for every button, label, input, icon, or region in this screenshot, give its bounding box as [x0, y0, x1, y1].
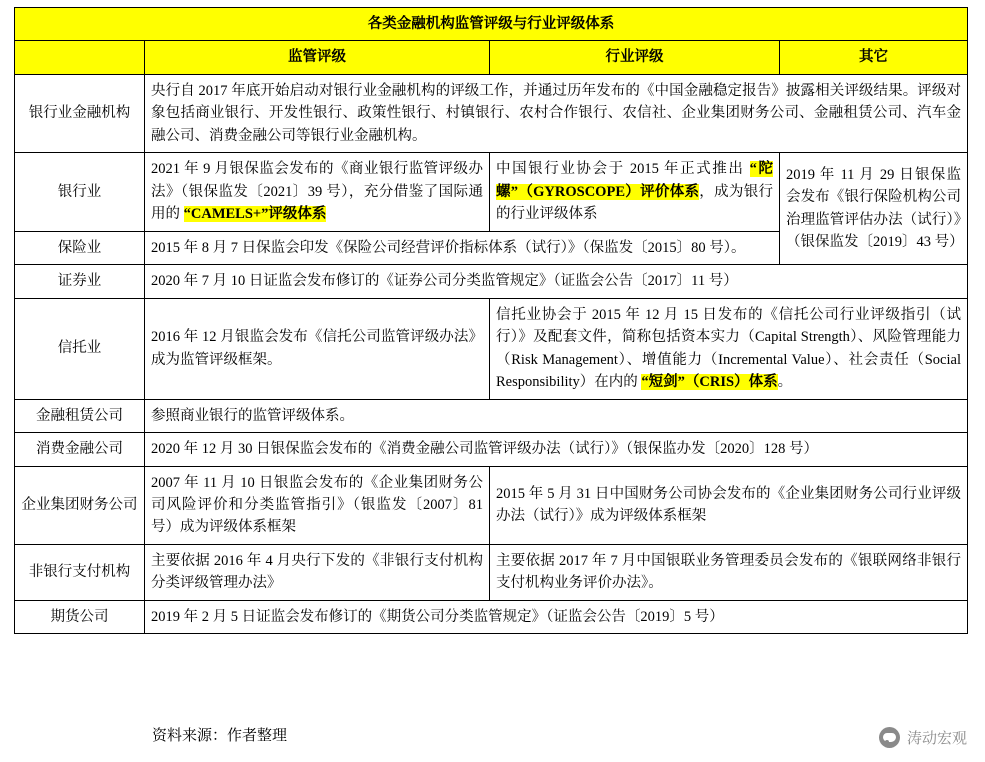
table-row	[15, 544, 968, 600]
cell-industry	[490, 153, 780, 231]
watermark	[879, 727, 967, 748]
text-segment: 2016 年 12 月银监会发布《信托公司监管评级办法》成为监管评级框架。	[151, 329, 483, 368]
cell-supervisory	[145, 466, 490, 544]
regulatory-rating-table	[14, 7, 968, 634]
table-row	[15, 298, 968, 399]
table-header-row	[15, 41, 968, 74]
text-segment: 2015 年 5 月 31 日中国财务公司协会发布的《企业集团财务公司行业评级办法（试行）》成为评级体系框架	[496, 485, 961, 525]
text-segment: 。	[777, 374, 793, 391]
table-row	[15, 74, 968, 152]
header-supervisory-rating: 监管评级	[145, 41, 490, 74]
row-label: 企业集团财务公司	[15, 466, 145, 544]
table-row	[15, 466, 968, 544]
source-note: 资料来源：作者整理	[152, 728, 288, 744]
table-title-row	[15, 8, 968, 41]
text-segment: 参照商业银行的监管评级体系。	[151, 407, 354, 424]
text-segment: ，成为银行的行业评级体系	[496, 183, 773, 223]
row-label: 银行业金融机构	[15, 74, 145, 152]
text-segment: 2021 年 9 月银保监会发布的《商业银行监管评级办法》（银保监发〔2021〕39 号），充分借鉴了国际通用的	[151, 161, 483, 223]
table-row	[15, 265, 968, 298]
text-segment: 2007 年 11 月 10 日银监会发布的《企业集团财务公司风险评价和分类监管指引》（银监发〔2007〕81 号）成为评级体系框架	[151, 474, 483, 536]
cell-supervisory	[145, 231, 780, 264]
cell-supervisory	[145, 399, 968, 432]
document-page	[0, 7, 985, 762]
text-segment: 2019 年 2 月 5 日证监会发布修订的《期货公司分类监管规定》（证监会公告〔2019〕5 号）	[151, 608, 724, 625]
highlighted-term: “陀螺”（GYROSCOPE）评价体系	[496, 161, 774, 200]
highlighted-term: “短剑”（CRIS）体系	[641, 374, 778, 391]
cell-supervisory	[145, 153, 490, 231]
text-segment: 2019 年 11 月 29 日银保监会发布《银行保险机构公司治理监管评估办法（试行）》（银保监发〔2019〕43 号）	[786, 166, 964, 251]
table-row	[15, 153, 968, 231]
table-title: 各类金融机构监管评级与行业评级体系	[15, 8, 968, 41]
text-segment: 央行自 2017 年底开始启动对银行业金融机构的评级工作，并通过历年发布的《中国金融稳定报告》披露相关评级结果。评级对象包括商业银行、开发性银行、政策性银行、村镇银行、农村合作银行、农信社、企业集团财务公司、金融租赁公司、汽车金融公司、消费金融公司等银行业金融机构。	[151, 82, 961, 144]
text-segment: 2020 年 7 月 10 日证监会发布修订的《证券公司分类监管规定》（证监会公告〔2017〕11 号）	[151, 273, 738, 290]
text-segment: 主要依据 2017 年 7 月中国银联业务管理委员会发布的《银联网络非银行支付机构业务评价办法》。	[496, 552, 961, 592]
row-label: 保险业	[15, 231, 145, 264]
cell-supervisory	[145, 600, 968, 633]
row-label: 信托业	[15, 298, 145, 399]
cell-supervisory	[145, 433, 968, 466]
row-label: 非银行支付机构	[15, 544, 145, 600]
text-segment: 2020 年 12 月 30 日银保监会发布的《消费金融公司监管评级办法（试行）》（银保监办发〔2020〕128 号）	[151, 441, 818, 458]
row-label: 消费金融公司	[15, 433, 145, 466]
row-label: 金融租赁公司	[15, 399, 145, 432]
watermark-label: 涛动宏观	[906, 731, 967, 747]
header-blank	[15, 41, 145, 74]
cell-supervisory	[145, 265, 968, 298]
text-segment: 主要依据 2016 年 4 月央行下发的《非银行支付机构分类评级管理办法》	[151, 552, 483, 592]
cell-industry	[490, 544, 968, 600]
cell-other	[780, 153, 968, 265]
highlighted-term: “CAMELS+”评级体系	[183, 206, 327, 223]
cell-supervisory	[145, 544, 490, 600]
header-industry-rating: 行业评级	[490, 41, 780, 74]
row-label: 期货公司	[15, 600, 145, 633]
header-other: 其它	[780, 41, 968, 74]
cell-industry	[490, 298, 968, 399]
text-segment: 中国银行业协会于 2015 年正式推出	[496, 161, 750, 178]
table-row	[15, 600, 968, 633]
cell-supervisory	[145, 74, 968, 152]
wechat-logo-icon	[879, 727, 900, 748]
row-label: 证券业	[15, 265, 145, 298]
table-row	[15, 399, 968, 432]
text-segment: 信托业协会于 2015 年 12 月 15 日发布的《信托公司行业评级指引（试行）》及配套文件，简称包括资本实力（Capital Strength）、风险管理能力（Risk Management）、增值能力（Incremental Value）、社会责任（Social Responsibility）在内的	[496, 306, 961, 391]
cell-supervisory	[145, 298, 490, 399]
text-segment: 2015 年 8 月 7 日保监会印发《保险公司经营评价指标体系（试行）》（保监发〔2015〕80 号）。	[151, 239, 746, 256]
row-label: 银行业	[15, 153, 145, 231]
cell-industry	[490, 466, 968, 544]
table-row	[15, 433, 968, 466]
